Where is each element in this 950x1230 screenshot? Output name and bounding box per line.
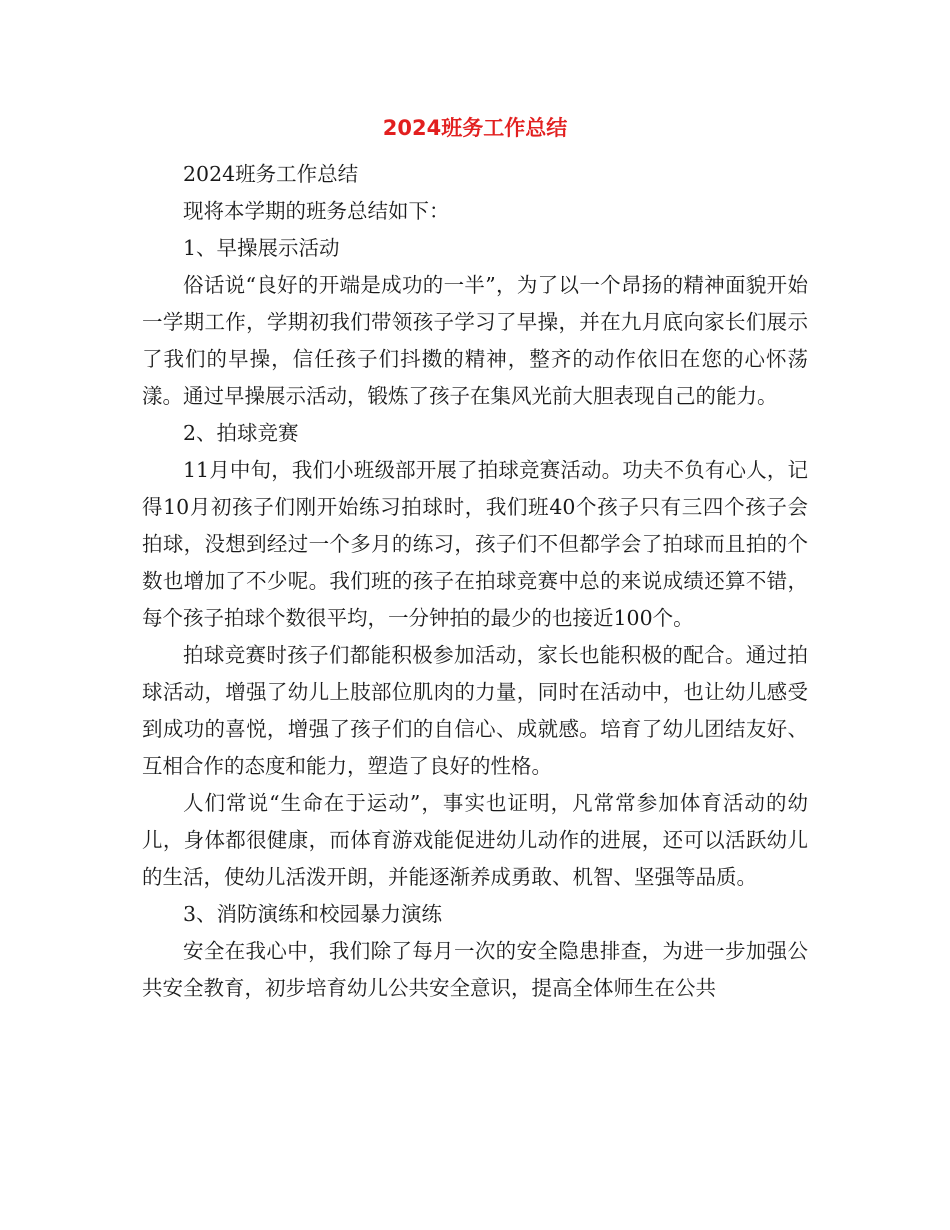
section-heading-ball-competition: 2、拍球竞赛 xyxy=(183,421,299,445)
section-heading-morning-exercise: 1、早操展示活动 xyxy=(183,236,340,260)
paragraph-safety: 安全在我心中，我们除了每月一次的安全隐患排查，为进一步加强公共安全教育，初步培育幼儿公共安全意识，提高全体师生在公共 xyxy=(142,939,808,1000)
paragraph-intro: 现将本学期的班务总结如下： xyxy=(183,199,450,223)
document-body xyxy=(142,156,808,1007)
paragraph-ball-benefits: 拍球竞赛时孩子们都能积极参加活动，家长也能积极的配合。通过拍球活动，增强了幼儿上肢部位肌肉的力量，同时在活动中，也让幼儿感受到成功的喜悦，增强了孩子们的自信心、成就感。培育了幼儿团结友好、互相合作的态度和能力，塑造了良好的性格。 xyxy=(142,643,808,778)
paragraph-morning-exercise: 俗话说“良好的开端是成功的一半”，为了以一个昂扬的精神面貌开始一学期工作，学期初我们带领孩子学习了早操，并在九月底向家长们展示了我们的早操，信任孩子们抖擞的精神，整齐的动作依旧在您的心怀荡漾。通过早操展示活动，锻炼了孩子在集风光前大胆表现自己的能力。 xyxy=(142,273,808,408)
document-title: 2024班务工作总结 xyxy=(382,116,568,140)
paragraph-sports-health: 人们常说“生命在于运动”，事实也证明，凡常常参加体育活动的幼儿，身体都很健康，而体育游戏能促进幼儿动作的进展，还可以活跃幼儿的生活，使幼儿活泼开朗，并能逐渐养成勇敢、机智、坚强等品质。 xyxy=(142,791,808,889)
section-heading-fire-drill: 3、消防演练和校园暴力演练 xyxy=(183,902,443,926)
paragraph-ball-competition: 11月中旬，我们小班级部开展了拍球竞赛活动。功夫不负有心人，记得10月初孩子们刚开始练习拍球时，我们班40个孩子只有三四个孩子会拍球，没想到经过一个多月的练习，孩子们不但都学会了拍球而且拍的个数也增加了不少呢。我们班的孩子在拍球竞赛中总的来说成绩还算不错，每个孩子拍球个数很平均，一分钟拍的最少的也接近100个。 xyxy=(142,458,808,630)
paragraph-heading-repeat: 2024班务工作总结 xyxy=(183,162,359,186)
